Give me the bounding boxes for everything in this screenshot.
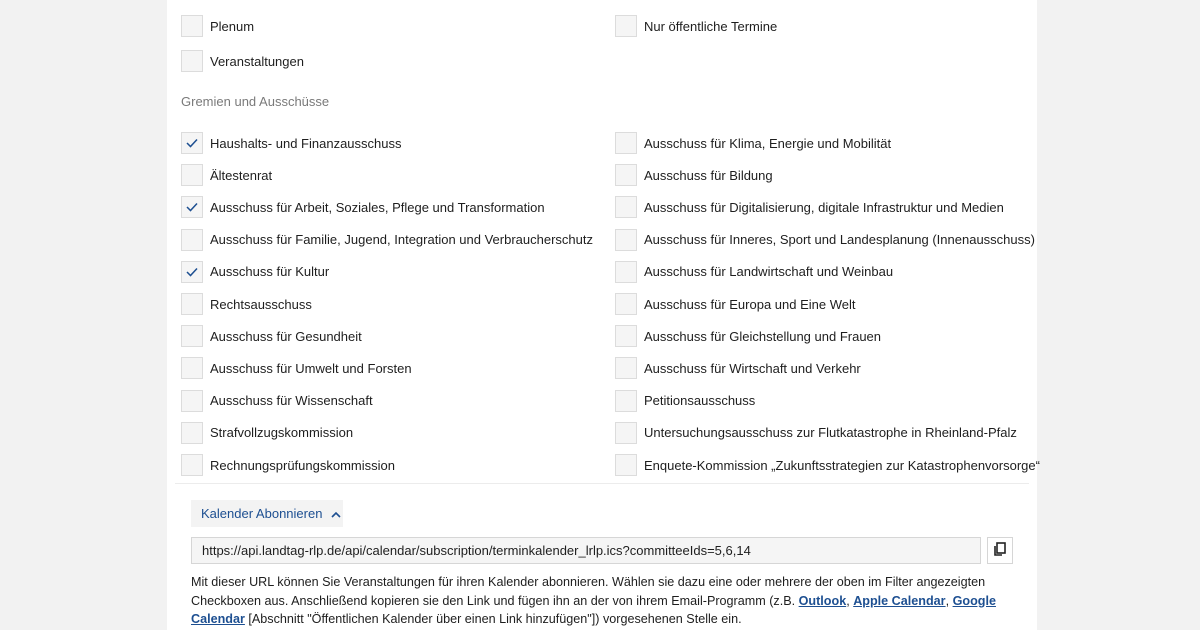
checkbox-item[interactable] xyxy=(615,324,881,348)
check-icon xyxy=(186,138,198,148)
checkbox-item[interactable] xyxy=(181,163,272,187)
checkbox[interactable] xyxy=(615,422,637,444)
checkbox-label: Ausschuss für Landwirtschaft und Weinbau xyxy=(644,264,894,280)
checkbox-item[interactable] xyxy=(181,292,312,316)
checkbox[interactable] xyxy=(181,229,203,251)
checkbox-label: Ausschuss für Arbeit, Soziales, Pflege und Transformation xyxy=(210,199,545,215)
checkbox-item[interactable] xyxy=(181,49,304,73)
checkbox[interactable] xyxy=(615,454,637,476)
checkbox[interactable] xyxy=(181,357,203,379)
check-icon xyxy=(186,267,198,277)
checkbox-label: Ausschuss für Familie, Jugend, Integration und Verbraucherschutz xyxy=(210,232,593,248)
checkbox[interactable] xyxy=(615,293,637,315)
checkbox-label: Ausschuss für Kultur xyxy=(210,264,330,280)
checkbox-item[interactable] xyxy=(181,260,329,284)
checkbox[interactable] xyxy=(181,325,203,347)
desc-text: Mit dieser URL können Sie Veranstaltungen für ihren Kalender abonnieren. Wählen sie dazu eine oder mehrere der oben im Filter angezeigten Checkboxen aus. Anschließend kopieren sie den Link und fügen ihn an der von ihrem Email-Programm (z.B. xyxy=(191,575,986,608)
subscription-url-field[interactable]: https://api.landtag-rlp.de/api/calendar/subscription/terminkalender_lrlp.ics?committeeIds=5,6,14 xyxy=(191,537,981,564)
checkbox-item[interactable] xyxy=(615,389,755,413)
checkbox-label: Plenum xyxy=(210,18,255,34)
checkbox-label: Ausschuss für Wissenschaft xyxy=(210,393,373,409)
checkbox-label: Ausschuss für Europa und Eine Welt xyxy=(644,296,856,312)
checkbox-label: Ausschuss für Gleichstellung und Frauen xyxy=(644,328,882,344)
committees-heading: Gremien und Ausschüsse xyxy=(181,94,330,109)
checkbox-label: Ausschuss für Bildung xyxy=(644,167,773,183)
checkbox-item[interactable] xyxy=(615,421,1017,445)
checkbox-label: Nur öffentliche Termine xyxy=(644,18,778,34)
checkbox[interactable] xyxy=(181,15,203,37)
checkbox-label: Ausschuss für Wirtschaft und Verkehr xyxy=(644,360,861,376)
checkbox-label: Ausschuss für Klima, Energie und Mobilität xyxy=(644,135,892,151)
checkbox-item[interactable] xyxy=(181,389,373,413)
sep: , xyxy=(846,593,854,608)
checkbox-label: Ausschuss für Gesundheit xyxy=(210,328,362,344)
checkbox-label: Rechnungsprüfungskommission xyxy=(210,457,395,473)
outlook-link[interactable]: Outlook xyxy=(798,593,847,608)
google-calendar-link[interactable]: Google Calendar xyxy=(191,593,996,626)
subscribe-calendar-toggle[interactable] xyxy=(191,500,343,527)
checkbox-label: Haushalts- und Finanzausschuss xyxy=(210,135,402,151)
checkbox-item[interactable] xyxy=(181,453,395,477)
apple-calendar-link[interactable]: Apple Calendar xyxy=(853,593,946,608)
check-icon xyxy=(186,202,198,212)
copy-icon xyxy=(993,542,1007,560)
checkbox-item[interactable] xyxy=(615,163,773,187)
desc-text: [Abschnitt "Öffentlichen Kalender über einen Link hinzufügen"]) vorgesehenen Stelle ein. xyxy=(244,612,742,626)
checkbox-item[interactable] xyxy=(181,228,593,252)
checkbox-item[interactable] xyxy=(181,356,412,380)
checkbox-item[interactable] xyxy=(615,131,891,155)
checkbox[interactable] xyxy=(181,454,203,476)
checkbox-item[interactable] xyxy=(181,195,545,219)
checkbox[interactable] xyxy=(615,325,637,347)
filter-panel xyxy=(167,0,1040,630)
checkbox-label: Ältestenrat xyxy=(210,167,273,183)
checkbox-item[interactable] xyxy=(181,324,362,348)
checkbox[interactable] xyxy=(615,15,637,37)
checkbox[interactable] xyxy=(615,261,637,283)
checkbox[interactable] xyxy=(181,293,203,315)
checkbox-label: Ausschuss für Digitalisierung, digitale Infrastruktur und Medien xyxy=(644,199,1004,215)
chevron-up-icon xyxy=(331,506,341,521)
checkbox[interactable] xyxy=(615,164,637,186)
checkbox[interactable] xyxy=(181,164,203,186)
checkbox-label: Ausschuss für Umwelt und Forsten xyxy=(210,360,412,376)
checkbox-item[interactable] xyxy=(181,131,402,155)
checkbox[interactable] xyxy=(181,196,203,218)
checkbox-label: Ausschuss für Inneres, Sport und Landesplanung (Innenausschuss) xyxy=(644,232,1035,248)
checkbox-item[interactable] xyxy=(181,421,353,445)
checkbox[interactable] xyxy=(615,196,637,218)
checkbox[interactable] xyxy=(615,132,637,154)
checkbox[interactable] xyxy=(181,50,203,72)
checkbox[interactable] xyxy=(181,132,203,154)
checkbox-item[interactable] xyxy=(615,260,893,284)
toggle-label: Kalender Abonnieren xyxy=(201,506,323,521)
checkbox[interactable] xyxy=(181,390,203,412)
checkbox-item[interactable] xyxy=(615,292,856,316)
checkbox-item[interactable] xyxy=(615,14,777,38)
checkbox[interactable] xyxy=(615,357,637,379)
checkbox-item[interactable] xyxy=(615,228,1035,252)
checkbox-item[interactable] xyxy=(615,195,1004,219)
checkbox[interactable] xyxy=(615,229,637,251)
checkbox-label: Strafvollzugskommission xyxy=(210,425,354,441)
checkbox-item[interactable] xyxy=(615,453,1040,477)
subscription-description xyxy=(191,573,1021,629)
checkbox-label: Veranstaltungen xyxy=(210,53,304,69)
checkbox-item[interactable] xyxy=(181,14,254,38)
checkbox-item[interactable] xyxy=(615,356,861,380)
checkbox-label: Petitionsausschuss xyxy=(644,393,756,409)
sep: , xyxy=(945,593,953,608)
checkbox[interactable] xyxy=(615,390,637,412)
checkbox[interactable] xyxy=(181,261,203,283)
divider xyxy=(175,483,1029,484)
checkbox-label: Untersuchungsausschuss zur Flutkatastrophe in Rheinland-Pfalz xyxy=(644,425,1017,441)
checkbox[interactable] xyxy=(181,422,203,444)
checkbox-label: Rechtsausschuss xyxy=(210,296,312,312)
checkbox-label: Enquete-Kommission „Zukunftsstrategien zur Katastrophenvorsorge“ xyxy=(644,457,1040,473)
copy-button[interactable] xyxy=(987,537,1013,564)
